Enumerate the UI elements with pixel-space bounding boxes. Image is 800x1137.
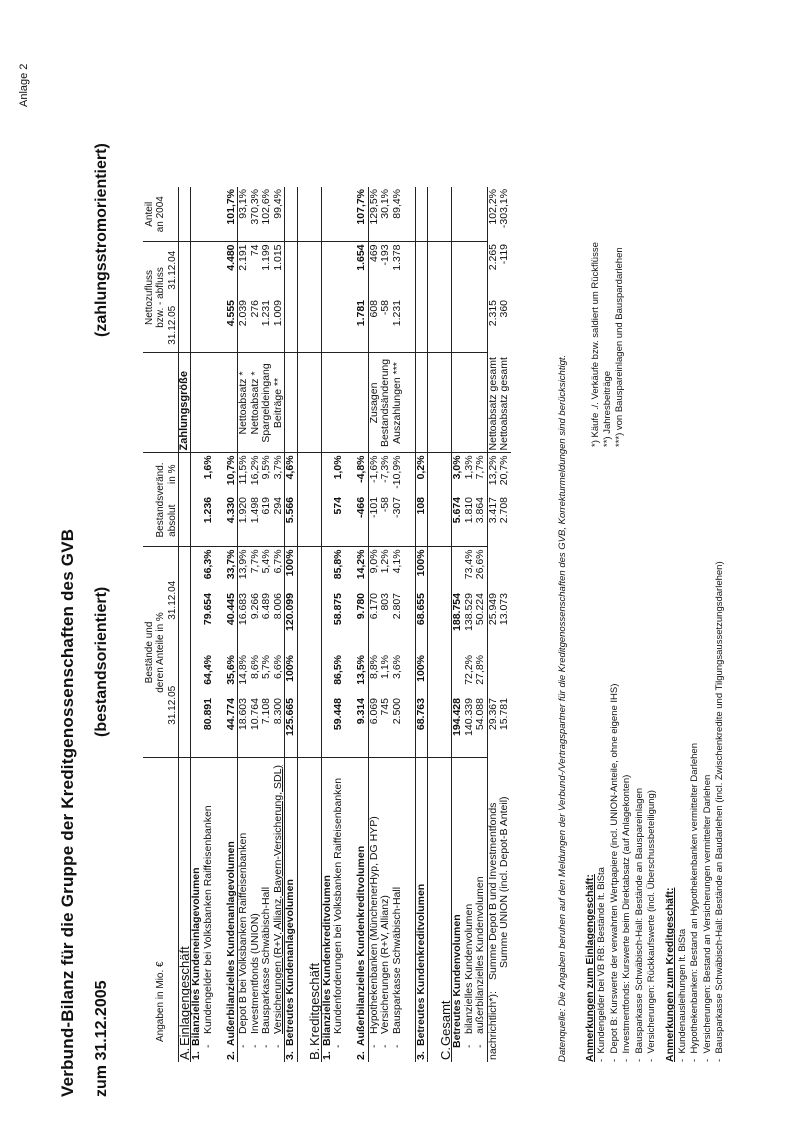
- change-percent: 13,2%: [486, 455, 499, 486]
- table-row: [415, 187, 428, 1062]
- annex-label: Anlage 2: [18, 63, 30, 107]
- table-row: [392, 187, 404, 1062]
- change-percent: 7,7%: [474, 455, 486, 480]
- row-label: Betreutes Kundenkreditvolumen: [414, 883, 427, 1046]
- bullet: -: [271, 1044, 284, 1048]
- change-absolute: -58: [380, 495, 392, 547]
- section-b-header: [309, 187, 321, 1062]
- header-unit: Angaben in Mio. €: [155, 961, 166, 1042]
- header-in-pct: in %: [166, 464, 178, 484]
- footnote: *) Käufe ./. Verkäufe bzw. saldiert um Rückflüsse: [590, 242, 601, 447]
- balance-table: [143, 187, 511, 1062]
- table-row: [226, 187, 238, 1062]
- share-2004: 100%: [414, 549, 427, 577]
- netflow-2004: 2.191: [237, 244, 249, 271]
- change-absolute: 2.708: [498, 496, 510, 524]
- footnote: **) Jahresbeiträge: [602, 370, 614, 447]
- share-of-2004: -303,1%: [498, 188, 510, 229]
- netflow-2004: 469: [367, 244, 380, 262]
- share-2004: 33,7%: [224, 549, 237, 580]
- row-label: außerbilanzielles Kundenvolumen: [474, 876, 486, 1034]
- note-item: - Bausparkasse Schwäbisch-Hall: Bestände an Baudarlehen (incl. Zwischenkredite und Tilgungsaussetzungsdarlehen): [714, 561, 726, 1062]
- section-title: Einlagengeschäft: [176, 946, 192, 1046]
- share-of-2004: 99,4%: [273, 187, 285, 242]
- row-label: Betreutes Kundenanlagevolumen: [284, 879, 296, 1046]
- change-absolute: 3.864: [475, 495, 487, 547]
- value-2005: 7.108: [261, 696, 273, 758]
- note-item: - Versicherungen: Bestand an Versicherungen vermittelter Darlehen: [701, 774, 713, 1062]
- share-2005: 64,4%: [201, 655, 214, 685]
- share-2004: 73,4%: [462, 549, 475, 580]
- share-2005: 100%: [414, 655, 427, 682]
- netflow-2005: 1.231: [392, 298, 404, 353]
- bullet: -: [237, 1044, 249, 1048]
- table-row: [499, 187, 511, 1062]
- payment-type: Bestandsänderung: [380, 353, 392, 453]
- section-title: Gesamt: [437, 1000, 453, 1046]
- share-of-2004: 370,3%: [250, 187, 262, 242]
- date-line: zum 31.12.2005: [93, 980, 110, 1097]
- bullet: -: [332, 1044, 344, 1048]
- payment-type: Nettoabsatz gesamt: [487, 353, 499, 453]
- netflow-2005: 2.039: [238, 298, 250, 353]
- footnotes: [590, 242, 627, 447]
- header-bestaende: Bestände und: [143, 547, 155, 758]
- share-2004: 85,8%: [332, 549, 344, 580]
- header-bzw: bzw. - abfluss: [155, 242, 167, 353]
- change-percent: 4,6%: [284, 455, 296, 480]
- section-letter: C.: [437, 1047, 453, 1060]
- netflow-2005: 276: [250, 298, 262, 353]
- share-2004: 7,7%: [248, 549, 261, 574]
- note-text: Investmentfonds: Kurswerte beim Direktabsatz (auf Anlagekonten): [621, 774, 633, 1054]
- note-text: Versicherungen: Bestand an Versicherungen vermittelter Darlehen: [701, 774, 713, 1054]
- change-absolute: 574: [333, 495, 345, 547]
- netflow-2005: 1.009: [273, 298, 285, 353]
- row-label: Bausparkasse Schwäbisch-Hall: [390, 886, 403, 1034]
- value-2005: 29.367: [486, 698, 499, 731]
- share-2005: 8,6%: [248, 655, 261, 679]
- share-2005: 6,6%: [271, 655, 284, 679]
- value-2004: 25.949: [486, 593, 499, 626]
- header-anteil: Anteil: [143, 187, 155, 242]
- netflow-2004: 4.480: [224, 244, 237, 271]
- payment-type: Beiträge **: [273, 353, 285, 453]
- change-absolute: 5.566: [285, 495, 298, 547]
- change-percent: 9,5%: [260, 455, 272, 480]
- netflow-2004: 1.015: [271, 244, 284, 271]
- value-2004: 13.073: [498, 593, 510, 626]
- bullet: -: [462, 1044, 475, 1048]
- table-row: [203, 187, 215, 1062]
- netflow-2004: 2.265: [486, 243, 499, 271]
- change-percent: 0,2%: [414, 455, 427, 480]
- share-of-2004: 102,6%: [261, 187, 273, 242]
- change-percent: 11,5%: [237, 455, 249, 485]
- change-percent: -10,9%: [390, 455, 403, 489]
- change-percent: -7,3%: [379, 455, 391, 483]
- spacer-row: [297, 187, 309, 1062]
- notes-deposit-title: Anmerkungen zum Einlagengeschäft:: [584, 874, 596, 1062]
- subtitle-stock: (bestandsorientiert): [93, 586, 110, 737]
- header-row-2: [155, 187, 167, 1062]
- row-label: Versicherungen (R+V, Allianz, Bayern-Versicherung, SDL): [271, 765, 284, 1034]
- change-absolute: -101: [368, 495, 380, 547]
- change-absolute: 5.674: [452, 495, 464, 547]
- section-letter: B.: [307, 1047, 322, 1060]
- value-2005: 140.339: [464, 696, 476, 758]
- payment-type: Nettoabsatz *: [250, 353, 262, 453]
- row-number: 3.: [414, 1051, 427, 1060]
- note-text: Bausparkasse Schwäbisch-Hall: Bestände an Baudarlehen (incl. Zwischenkredite und Tilgungsaussetzungsdarlehen): [714, 561, 726, 1054]
- share-2005: 72,2%: [462, 655, 475, 685]
- value-2005: 15.781: [498, 698, 510, 731]
- header-netto-05: 31.12.05: [166, 298, 178, 353]
- value-2005: 9.314: [356, 696, 368, 758]
- share-2005: 86,5%: [332, 655, 344, 685]
- note-item: - Versicherungen: Rückkaufswerte (incl. Überschussbeteiligung): [646, 790, 658, 1062]
- page-title: Verbund-Bilanz für die Gruppe der Kreditgenossenschaften des GVB: [58, 528, 77, 1097]
- share-2004: 4,1%: [390, 549, 403, 574]
- note-item: - Kundengelder bei VB RB: Bestände lt. BiSta: [596, 867, 608, 1062]
- row-label: Bilanzielles Kundeneinlagevolumen: [190, 867, 202, 1046]
- row-label: Bilanzielles Kundenkreditvolumen: [320, 875, 333, 1046]
- share-of-2004: 30,1%: [380, 187, 392, 242]
- subtitle-cashflow: (zahlungsstromorientiert): [93, 143, 110, 337]
- footnote: ***) von Bauspareinlagen und Bauspardarlehen: [614, 247, 626, 447]
- payment-type: Spargeldeingang: [261, 353, 273, 453]
- share-2005: 5,7%: [260, 655, 272, 679]
- share-2004: 6,7%: [271, 549, 284, 574]
- bullet: -: [474, 1044, 486, 1048]
- value-2005: 44.774: [226, 696, 238, 758]
- change-absolute: 1.810: [464, 495, 476, 547]
- share-2004: 66,3%: [201, 549, 214, 580]
- change-percent: 20,7%: [498, 455, 510, 486]
- change-absolute: 1.920: [238, 495, 250, 547]
- bullet: -: [201, 1044, 214, 1048]
- row-label: Außerbilanzielles Kundenkreditvolumen: [355, 845, 367, 1046]
- spacer-row: [403, 187, 415, 1062]
- change-percent: 3,0%: [451, 455, 463, 480]
- note-item: - Kundenausleihungen lt. BiSta: [676, 928, 688, 1062]
- share-of-2004: 102,2%: [486, 188, 499, 225]
- value-2005: 745: [380, 696, 392, 758]
- header-absolut: absolut: [166, 495, 178, 547]
- note-item: - Investmentfonds: Kurswerte beim Direktabsatz (auf Anlagekonten): [621, 774, 633, 1062]
- value-2004: 6.489: [260, 593, 272, 620]
- netflow-2005: 608: [368, 298, 380, 353]
- netflow-2005: 360: [498, 299, 510, 318]
- value-2004: 16.683: [237, 593, 249, 626]
- share-of-2004: 101,7%: [226, 187, 238, 242]
- share-2005: 35,6%: [224, 655, 237, 685]
- row-label: Versicherungen (R+V, Allianz): [379, 895, 391, 1034]
- row-label: Summe UNION (incl. Depot-B Anteil): [498, 796, 510, 968]
- data-source-note: Datenquelle: Die Angaben beruhen auf den Meldungen der Verbund-/Vertragspartner für die Kreditgenossenschaften des GVB, Korrekturmeldungen sind berücksichtigt.: [557, 354, 568, 1062]
- netflow-2004: 1.199: [260, 244, 272, 271]
- value-2005: 59.448: [333, 696, 345, 758]
- netflow-2005: 2.315: [486, 299, 499, 327]
- header-row-1: [143, 187, 155, 1062]
- change-percent: 1,3%: [462, 455, 475, 480]
- memo-prefix: nachrichtlich*):: [486, 991, 499, 1060]
- share-of-2004: 107,7%: [356, 187, 368, 242]
- table-row: [475, 187, 487, 1062]
- payment-type: Zusagen: [368, 353, 380, 453]
- value-2004: 188.754: [451, 593, 463, 631]
- row-label: Kundengelder bei Volksbanken Raiffeisenbanken: [201, 805, 214, 1034]
- share-2005: 100%: [284, 655, 296, 682]
- change-absolute: 294: [273, 495, 285, 547]
- change-percent: -4,8%: [355, 455, 367, 483]
- netflow-2004: 1.654: [355, 244, 367, 271]
- value-2005: 6.069: [368, 696, 380, 758]
- value-2004: 803: [379, 593, 391, 611]
- change-percent: 16,2%: [248, 455, 261, 486]
- payment-type: Auszahlungen ***: [392, 353, 404, 453]
- value-2004: 79.654: [201, 593, 214, 626]
- row-number: 1.: [190, 1051, 202, 1060]
- change-absolute: -307: [392, 495, 404, 547]
- value-2004: 6.170: [367, 593, 380, 620]
- note-text: Kundenausleihungen lt. BiSta: [676, 928, 688, 1054]
- netflow-2005: -58: [380, 298, 392, 353]
- value-2005: 18.603: [238, 696, 250, 758]
- netflow-2004: 1.378: [390, 244, 403, 271]
- share-2005: 14,8%: [237, 655, 249, 685]
- share-2004: 26,6%: [474, 549, 486, 580]
- notes-credit-title: Anmerkungen zum Kreditgeschäft:: [664, 887, 677, 1062]
- section-c-header: [440, 187, 452, 1062]
- change-absolute: 108: [415, 495, 428, 547]
- share-2004: 14,2%: [355, 549, 367, 580]
- value-2005: 80.891: [203, 696, 215, 758]
- share-of-2004: 93,1%: [238, 187, 250, 242]
- table-row: [356, 187, 368, 1062]
- change-absolute: 3.417: [486, 496, 499, 524]
- change-percent: 1,6%: [201, 455, 214, 480]
- change-absolute: 1.236: [203, 495, 215, 547]
- value-2004: 2.807: [390, 593, 403, 620]
- value-2004: 50.224: [474, 593, 486, 626]
- share-2005: 27,8%: [474, 655, 486, 685]
- row-number: 2.: [224, 1051, 237, 1060]
- value-2004: 40.445: [224, 593, 237, 626]
- header-zahlungsgroesse: Zahlungsgröße: [178, 353, 191, 453]
- value-2004: 58.875: [332, 593, 344, 626]
- share-2004: 5,4%: [260, 549, 272, 574]
- bullet: -: [367, 1044, 380, 1048]
- note-item: - Depot B: Kurswerte der verwahrten Wertpapiere (incl. UNION-Anteile, ohne eigene IHS): [608, 683, 620, 1062]
- share-2005: 3,6%: [390, 655, 403, 679]
- share-2004: 100%: [284, 549, 296, 577]
- share-2004: 13,9%: [237, 549, 249, 580]
- row-number: 1.: [320, 1051, 333, 1060]
- netflow-2005: 1.781: [356, 298, 368, 353]
- value-2004: 120.099: [284, 593, 296, 631]
- value-2005: 2.500: [392, 696, 404, 758]
- value-2004: 9.266: [248, 593, 261, 620]
- note-text: Depot B: Kurswerte der verwahrten Wertpapiere (incl. UNION-Anteile, ohne eigene IHS): [608, 683, 620, 1054]
- row-label: Depot B bei Volksbanken Raiffeisenbanken: [237, 832, 249, 1034]
- value-2004: 138.529: [462, 593, 475, 631]
- note-item: - Bausparkasse Schwäbisch-Hall: Bestände an Bauspareinlagen: [633, 787, 645, 1062]
- table-row: [273, 187, 285, 1062]
- header-an2004: an 2004: [155, 187, 167, 242]
- value-2005: 125.665: [285, 696, 298, 758]
- note-text: Versicherungen: Rückkaufswerte (incl. Überschussbeteiligung): [646, 790, 658, 1054]
- netflow-2005: 1.231: [261, 298, 273, 353]
- header-date-05: 31.12.05: [166, 653, 178, 758]
- header-date-04: 31.12.04: [166, 580, 178, 620]
- header-bestandsveraend: Bestandsveränd.: [155, 453, 167, 547]
- value-2005: 68.763: [415, 696, 428, 758]
- value-2004: 8.006: [271, 593, 284, 620]
- change-absolute: 4.330: [226, 495, 238, 547]
- note-item: - Hypothekenbanken: Bestand an Hypothekenbanken vermittelter Darlehen: [689, 743, 701, 1062]
- change-absolute: 619: [261, 495, 273, 547]
- table-row: [333, 187, 345, 1062]
- header-netto-04: 31.12.04: [166, 250, 178, 290]
- share-2004: 9,0%: [367, 549, 380, 574]
- netflow-2005: 4.555: [226, 298, 238, 353]
- change-percent: 10,7%: [224, 455, 237, 486]
- row-label: Hypothekenbanken (MünchenerHyp, DG HYP): [367, 816, 380, 1034]
- netflow-2004: -119: [498, 243, 510, 265]
- value-2005: 10.764: [250, 696, 262, 758]
- value-2005: 8.300: [273, 696, 285, 758]
- note-text: Hypothekenbanken: Bestand an Hypothekenbanken vermittelter Darlehen: [689, 743, 701, 1054]
- row-label: Summe Depot B und Investmentfonds: [486, 802, 499, 980]
- change-percent: 3,7%: [271, 455, 284, 480]
- share-2005: 8,8%: [367, 655, 380, 679]
- value-2004: 68.655: [414, 593, 427, 626]
- bullet: -: [390, 1044, 403, 1048]
- value-2005: 54.088: [475, 696, 487, 758]
- share-2005: 13,5%: [355, 655, 367, 685]
- payment-type: Nettoabsatz gesamt: [499, 353, 511, 453]
- section-letter: A.: [176, 1047, 192, 1060]
- change-percent: 1,0%: [332, 455, 344, 480]
- change-percent: -1,6%: [367, 455, 380, 483]
- spacer-row: [428, 187, 440, 1062]
- row-label: Betreutes Kundenvolumen: [451, 914, 463, 1048]
- section-title: Kreditgeschäft: [307, 962, 322, 1046]
- note-text: Kundengelder bei VB RB: Bestände lt. BiSta: [596, 867, 608, 1054]
- row-number: 2.: [355, 1051, 367, 1060]
- bullet: -: [260, 1044, 272, 1048]
- netflow-2004: -193: [379, 244, 391, 266]
- bullet: -: [379, 1044, 391, 1048]
- value-2004: 9.780: [355, 593, 367, 620]
- row-label: Kundenforderungen bei Volksbanken Raiffeisenbanken: [332, 777, 344, 1034]
- row-label: bilanzielles Kundenvolumen: [462, 903, 475, 1034]
- table-row: [285, 187, 298, 1062]
- bullet: -: [248, 1044, 261, 1048]
- change-absolute: -466: [356, 495, 368, 547]
- change-absolute: 1.498: [250, 495, 262, 547]
- notes-deposit: [578, 561, 726, 1062]
- note-text: Bausparkasse Schwäbisch-Hall: Bestände an Bauspareinlagen: [633, 787, 645, 1054]
- value-2005: 194.428: [452, 696, 464, 758]
- section-a-header: [178, 187, 191, 1062]
- row-label: Bausparkasse Schwäbisch-Hall: [260, 886, 272, 1034]
- share-2005: 1,1%: [379, 655, 391, 679]
- header-row-3: [166, 187, 178, 1062]
- payment-type: Nettoabsatz *: [238, 353, 250, 453]
- header-anteile: deren Anteile in %: [155, 547, 167, 758]
- share-of-2004: 89,4%: [392, 187, 404, 242]
- row-label: Investmentfonds (UNION): [248, 913, 261, 1034]
- row-number: 3.: [284, 1051, 296, 1060]
- netflow-2004: 74: [248, 244, 261, 257]
- share-of-2004: 129,5%: [368, 187, 380, 242]
- share-2004: 1,2%: [379, 549, 391, 574]
- header-netto: Nettozufluss: [143, 242, 155, 353]
- row-label: Außerbilanzielles Kundenanlagevolumen: [224, 841, 237, 1046]
